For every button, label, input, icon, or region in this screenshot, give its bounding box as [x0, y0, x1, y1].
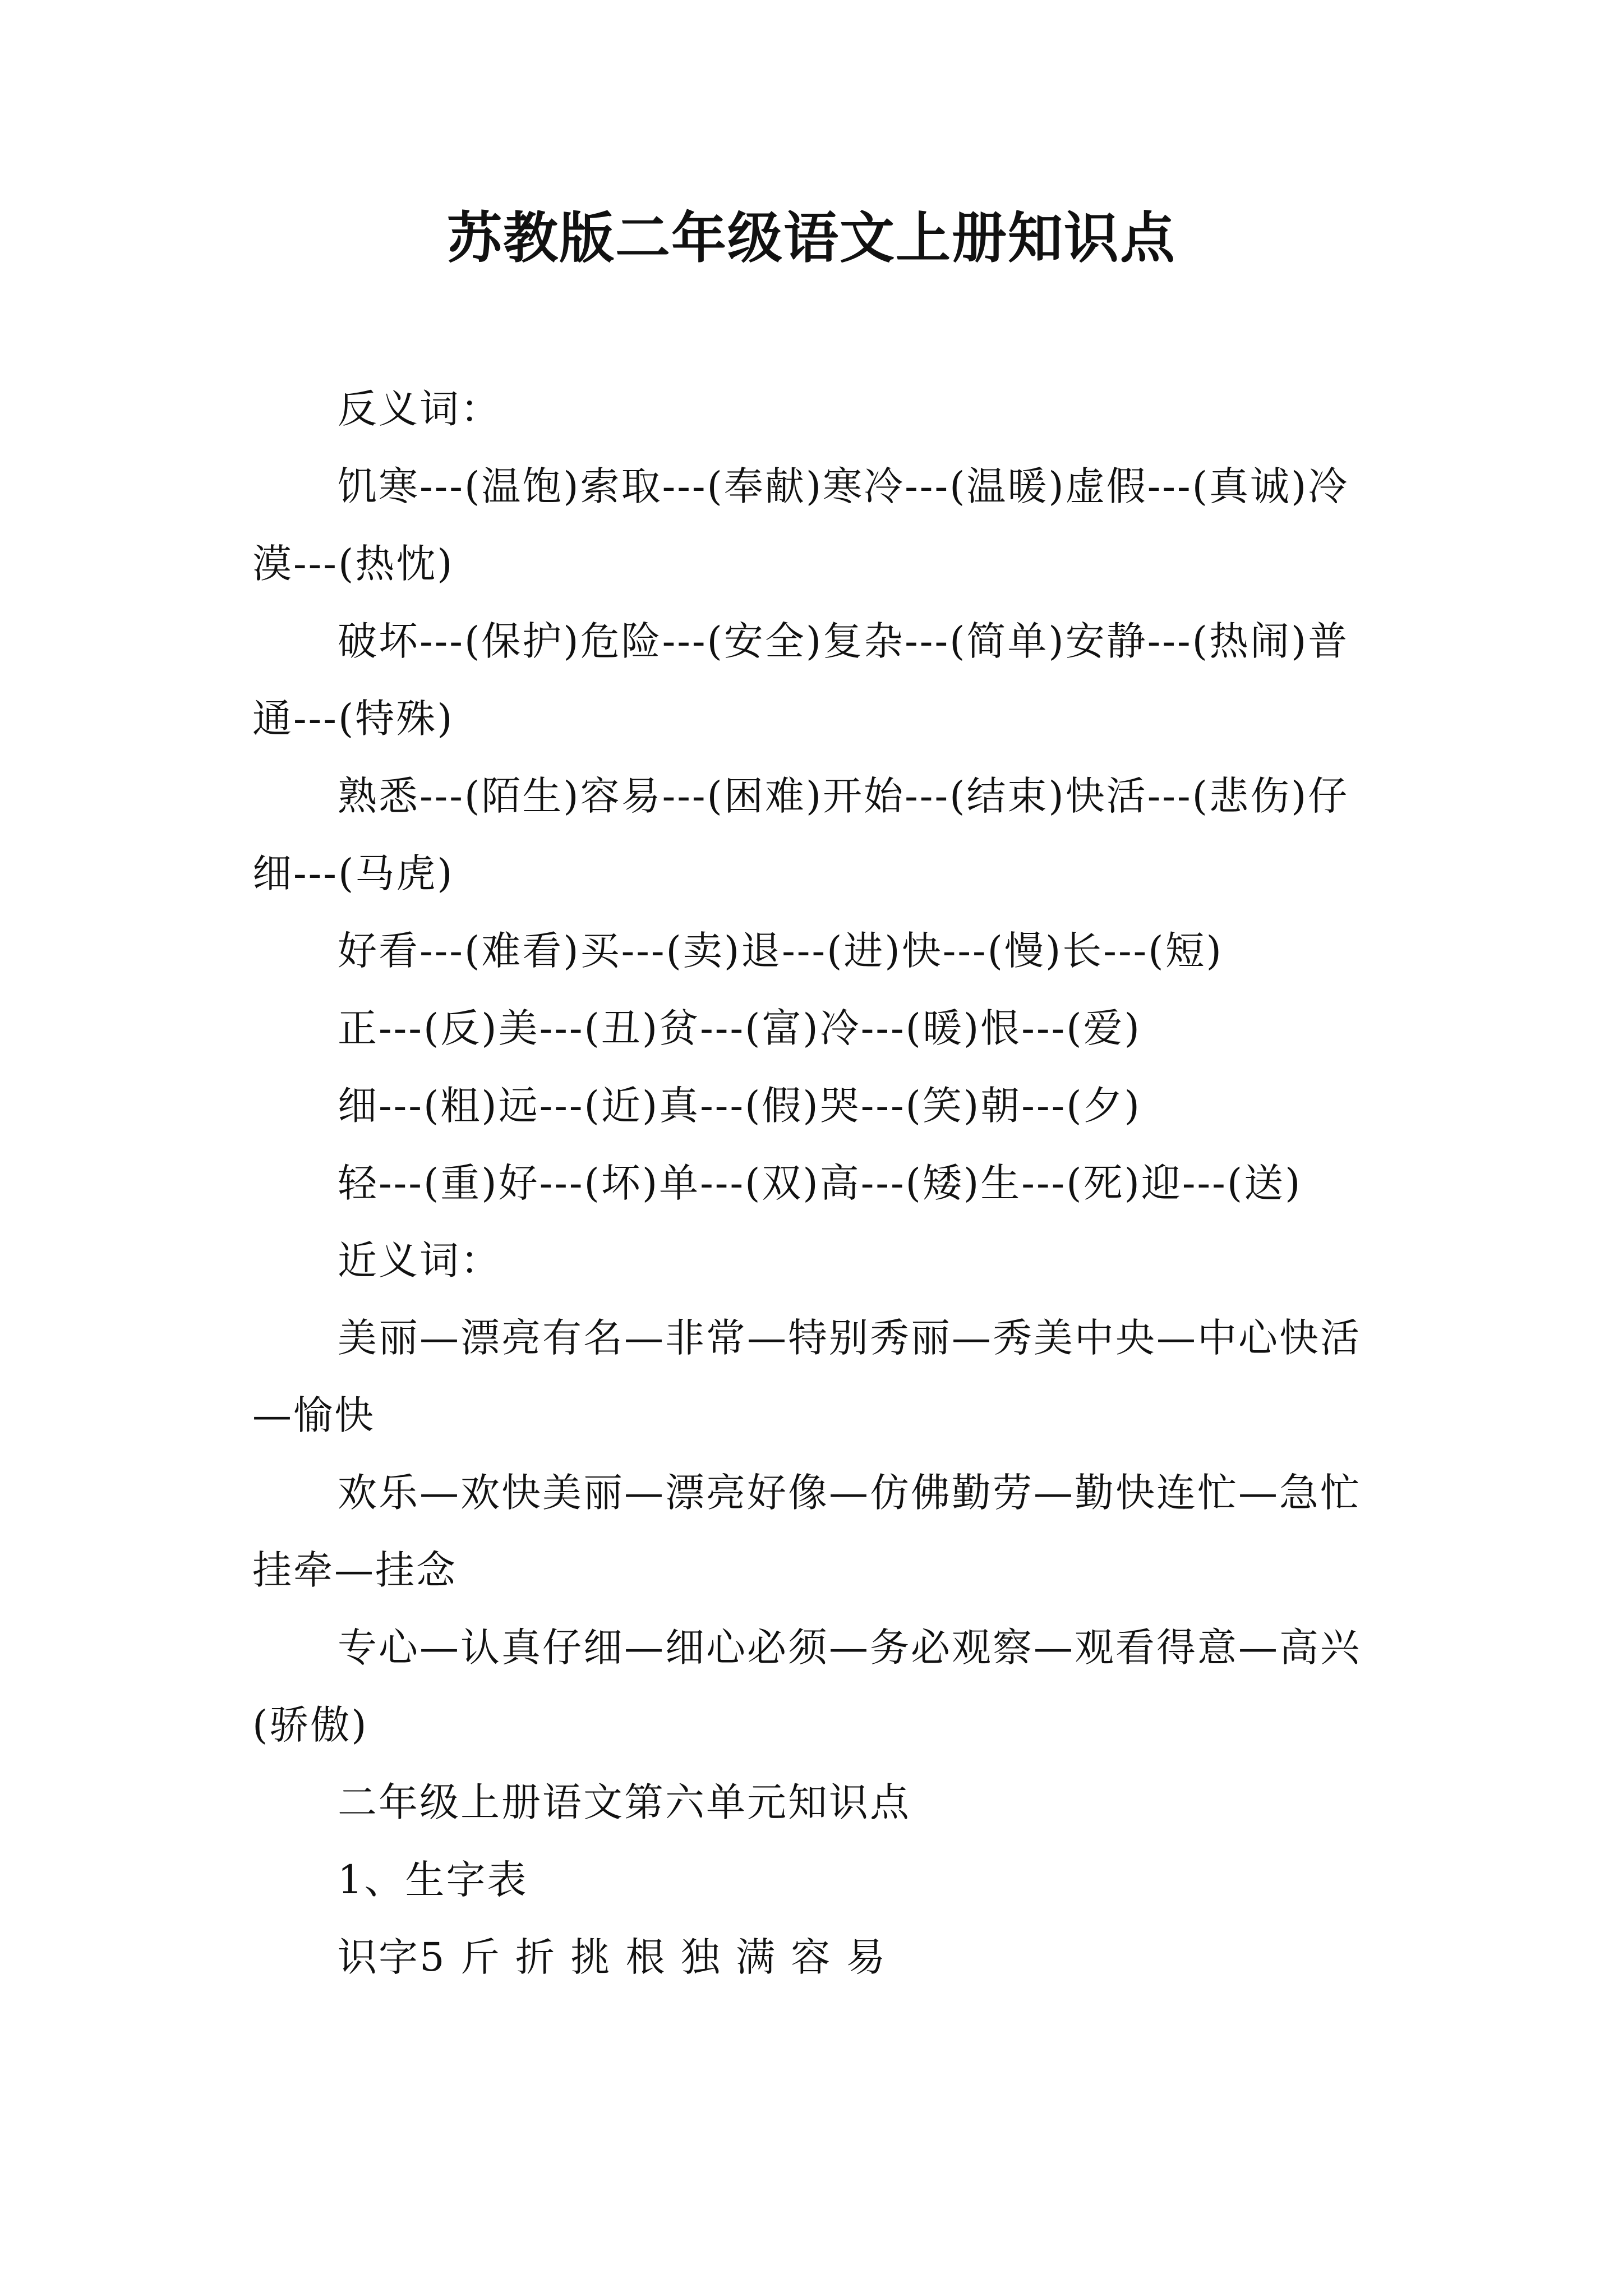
paragraph-unit-six-heading: 二年级上册语文第六单元知识点 [338, 1779, 911, 1825]
paragraph-antonyms-1: 饥寒---(温饱)索取---(奉献)寒冷---(温暖)虚假---(真诚)冷漠---(热忱) [252, 463, 1349, 587]
paragraph-antonyms-3: 熟悉---(陌生)容易---(困难)开始---(结束)快活---(悲伤)仔细---(马虎) [252, 773, 1349, 896]
paragraph-synonyms-heading: 近义词： [338, 1237, 501, 1283]
paragraph-antonyms-6: 细---(粗)远---(近)真---(假)哭---(笑)朝---(夕) [338, 1083, 1141, 1129]
paragraph-synonyms-1: 美丽—漂亮有名—非常—特别秀丽—秀美中央—中心快活—愉快 [252, 1315, 1361, 1438]
paragraph-character-table-heading: 1、生字表 [338, 1857, 528, 1903]
paragraph-antonyms-heading: 反义词： [338, 386, 501, 432]
document-body [252, 370, 1388, 1996]
paragraph-antonyms-4: 好看---(难看)买---(卖)退---(进)快---(慢)长---(短) [338, 928, 1223, 974]
paragraph-synonyms-2: 欢乐—欢快美丽—漂亮好像—仿佛勤劳—勤快连忙—急忙挂牵—挂念 [252, 1470, 1361, 1593]
paragraph-character-list: 识字5 斤 折 挑 根 独 满 容 易 [338, 1934, 887, 1980]
document-title: 苏教版二年级语文上册知识点 [446, 206, 1176, 270]
paragraph-antonyms-2: 破坏---(保护)危险---(安全)复杂---(简单)安静---(热闹)普通---(特殊) [252, 618, 1349, 742]
paragraph-synonyms-3: 专心—认真仔细—细心必须—务必观察—观看得意—高兴(骄傲) [252, 1625, 1361, 1748]
paragraph-antonyms-7: 轻---(重)好---(坏)单---(双)高---(矮)生---(死)迎---(送) [338, 1160, 1302, 1206]
paragraph-antonyms-5: 正---(反)美---(丑)贫---(富)冷---(暖)恨---(爱) [338, 1005, 1141, 1051]
